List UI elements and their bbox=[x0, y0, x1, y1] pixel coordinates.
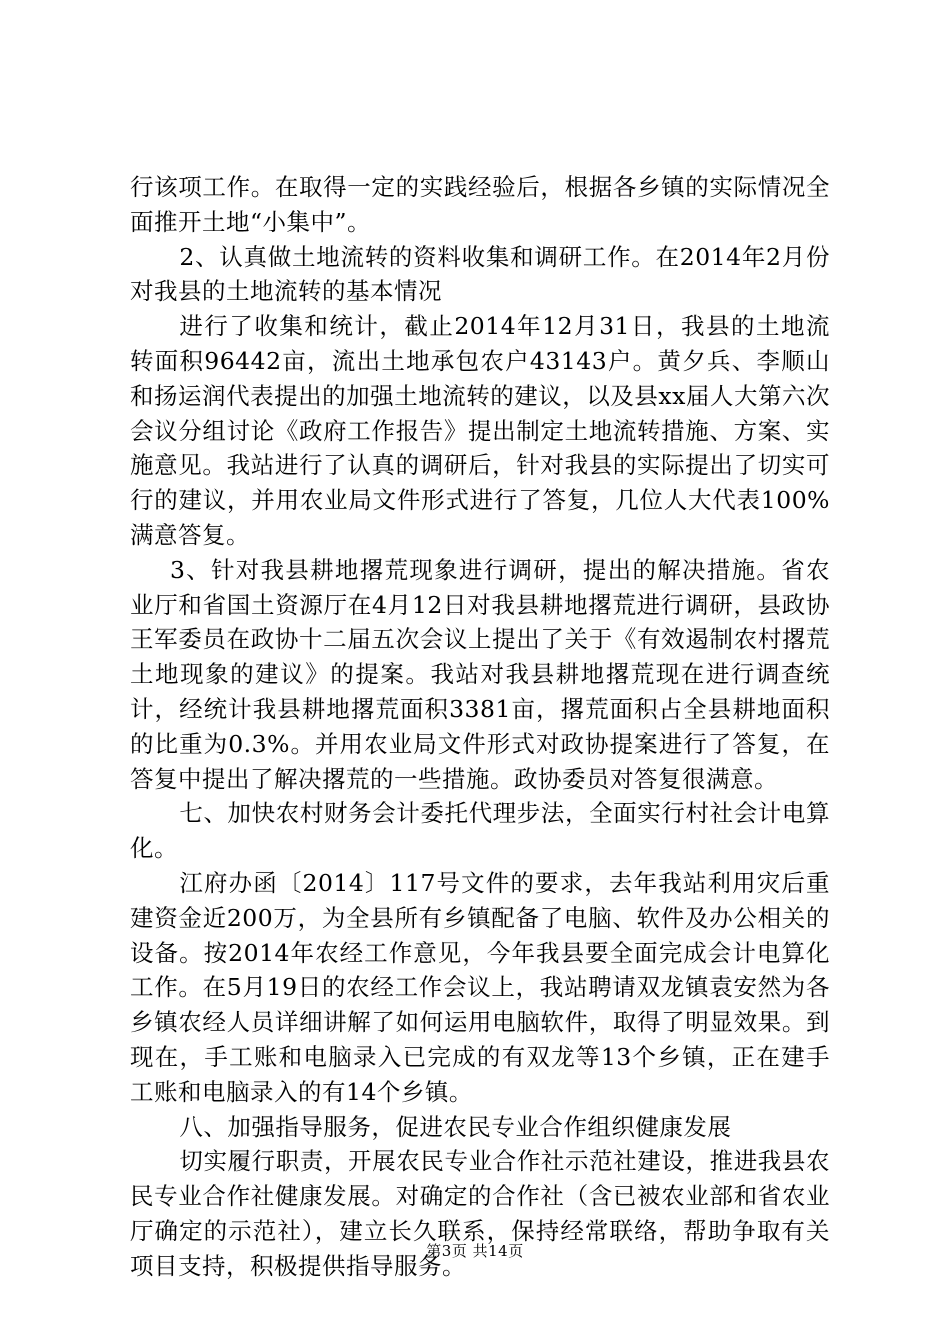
paragraph-continuation: 行该项工作。在取得一定的实践经验后，根据各乡镇的实际情况全面推开土地“小集中”。 bbox=[130, 173, 830, 236]
section-heading-cooperatives: 八、加强指导服务，促进农民专业合作组织健康发展 bbox=[179, 1112, 732, 1141]
paragraph-land-transfer-research: 2、认真做土地流转的资料收集和调研工作。在2014年2月份对我县的土地流转的基本情况 bbox=[130, 242, 830, 306]
paragraph-abandoned-land: 3、针对我县耕地撂荒现象进行调研，提出的解决措施。省农业厅和省国土资源厅在4月12日对我县耕地撂荒进行调研，县政协王军委员在政协十二届五次会议上提出了关于《有效遏制农村撂荒土地现象的建议》的提案。我站对我县耕地撂荒现在进行调查统计，经统计我县耕地撂荒面积3381亩，撂荒面积占全县耕地面积的比重为0.3%。并用农业局文件形式对政协提案进行了答复，在答复中提出了解决撂荒的一些措施。政协委员对答复很满意。 bbox=[130, 555, 830, 793]
section-heading-accounting: 七、加快农村财务会计委托代理步法，全面实行村社会计电算化。 bbox=[130, 799, 830, 863]
paragraph-land-transfer-statistics: 进行了收集和统计，截止2014年12月31日，我县的土地流转面积96442亩，流出土地承包农户43143户。黄夕兵、李顺山和扬运润代表提出的加强土地流转的建议，以及县xx届人大第六次会议分组讨论《政府工作报告》提出制定土地流转措施、方案、实施意见。我站进行了认真的调研后，针对我县的实际提出了切实可行的建议，并用农业局文件形式进行了答复，几位人大代表100%满意答复。 bbox=[130, 312, 830, 549]
paragraph-cooperatives: 切实履行职责，开展农民专业合作社示范社建设，推进我县农民专业合作社健康发展。对确定的合作社（含已被农业部和省农业厅确定的示范社），建立长久联系，保持经常联络，帮助争取有关项目支持，积极提供指导服务。 bbox=[130, 1147, 830, 1280]
page-footer: 第3页 共14页 bbox=[426, 1242, 524, 1260]
paragraph-accounting-computerization: 江府办函〔2014〕117号文件的要求，去年我站利用灾后重建资金近200万，为全县所有乡镇配备了电脑、软件及办公相关的设备。按2014年农经工作意见，今年我县要全面完成会计电算化工作。在5月19日的农经工作会议上，我站聘请双龙镇袁安然为各乡镇农经人员详细讲解了如何运用电脑软件，取得了明显效果。到现在，手工账和电脑录入已完成的有双龙等13个乡镇，正在建手工账和电脑录入的有14个乡镇。 bbox=[130, 868, 830, 1106]
document-body bbox=[130, 170, 830, 1284]
